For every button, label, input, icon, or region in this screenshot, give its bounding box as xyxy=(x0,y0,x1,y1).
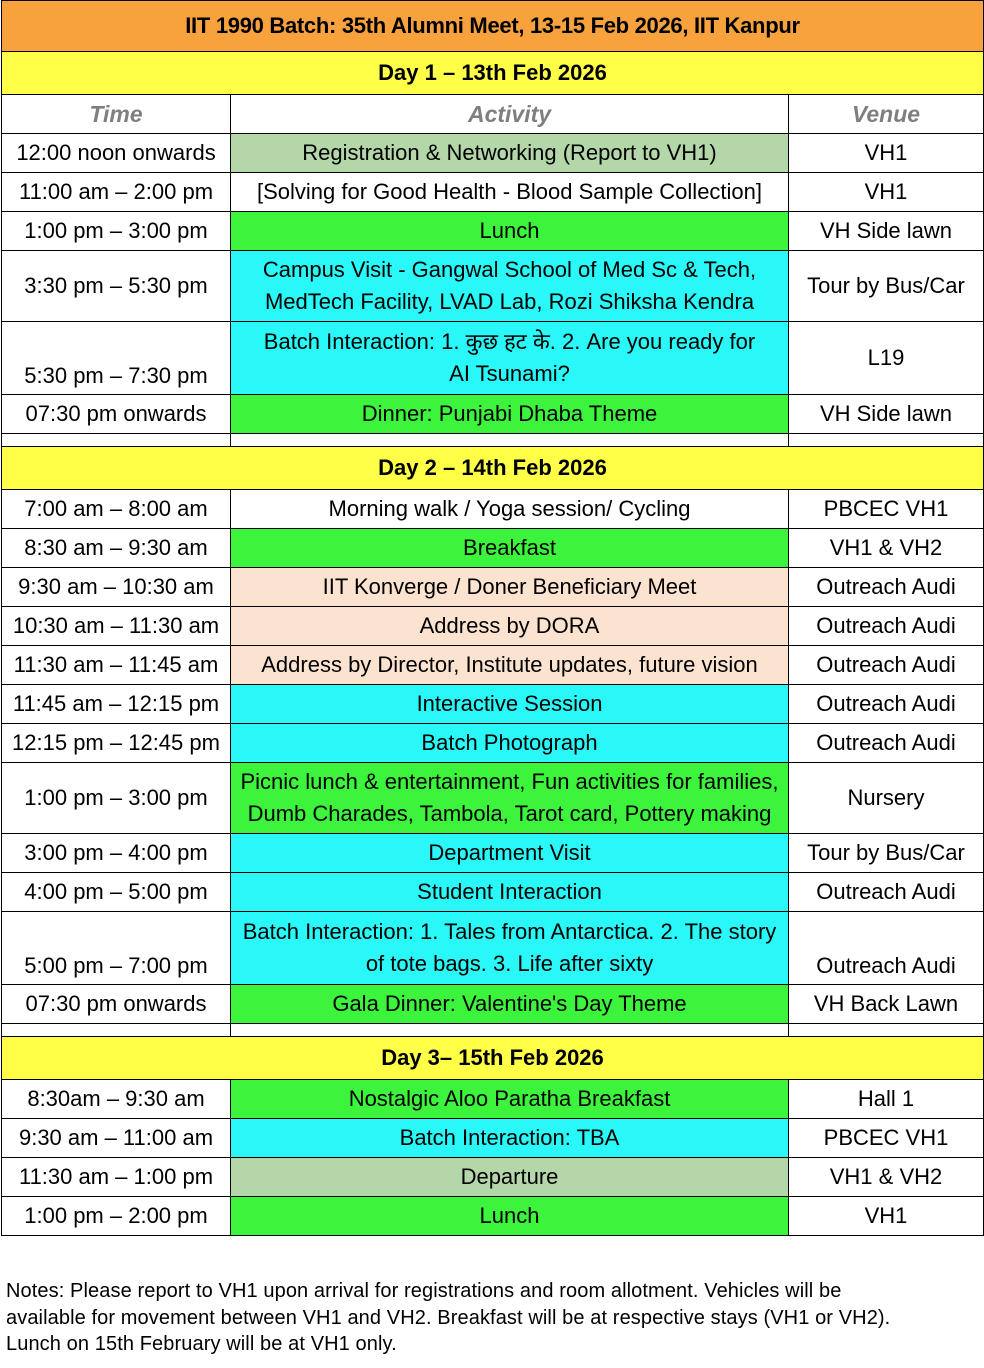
venue-cell: Tour by Bus/Car xyxy=(789,834,984,873)
time-cell: 8:30 am – 9:30 am xyxy=(2,529,231,568)
schedule-row xyxy=(2,1119,984,1158)
time-cell: 11:30 am – 1:00 pm xyxy=(2,1158,231,1197)
activity-cell xyxy=(231,490,789,529)
schedule-row xyxy=(2,1197,984,1236)
column-header-time: Time xyxy=(2,95,231,134)
page-title: IIT 1990 Batch: 35th Alumni Meet, 13-15 Feb 2026, IIT Kanpur xyxy=(2,1,984,52)
schedule-row xyxy=(2,490,984,529)
schedule-row xyxy=(2,724,984,763)
notes-line: Lunch on 15th February will be at VH1 only. xyxy=(6,1333,397,1355)
activity-text: Nostalgic Aloo Paratha Breakfast xyxy=(348,1086,671,1111)
time-cell: 4:00 pm – 5:00 pm xyxy=(2,873,231,912)
schedule-row xyxy=(2,1080,984,1119)
activity-text: Morning walk / Yoga session/ Cycling xyxy=(328,496,691,521)
venue-cell: Outreach Audi xyxy=(789,724,984,763)
activity-text: Dinner: Punjabi Dhaba Theme xyxy=(361,401,658,426)
venue-cell: Outreach Audi xyxy=(789,568,984,607)
venue-cell: PBCEC VH1 xyxy=(789,1119,984,1158)
activity-cell xyxy=(231,134,789,173)
venue-cell: VH1 xyxy=(789,134,984,173)
venue-cell: VH1 xyxy=(789,1197,984,1236)
time-cell: 12:15 pm – 12:45 pm xyxy=(2,724,231,763)
venue-cell: VH Side lawn xyxy=(789,395,984,434)
schedule-row xyxy=(2,529,984,568)
activity-text: Student Interaction xyxy=(417,879,602,904)
time-cell: 12:00 noon onwards xyxy=(2,134,231,173)
activity-cell xyxy=(231,395,789,434)
spacer-row xyxy=(2,434,984,447)
activity-text: Registration & Networking (Report to VH1) xyxy=(302,140,717,165)
activity-cell xyxy=(231,529,789,568)
venue-cell: VH Back Lawn xyxy=(789,985,984,1024)
activity-cell xyxy=(231,912,789,985)
schedule-row xyxy=(2,1158,984,1197)
activity-text: Gala Dinner: Valentine's Day Theme xyxy=(332,991,687,1016)
column-header-venue: Venue xyxy=(789,95,984,134)
venue-cell: VH Side lawn xyxy=(789,212,984,251)
activity-text: Department Visit xyxy=(428,840,591,865)
activity-cell xyxy=(231,173,789,212)
activity-cell xyxy=(231,646,789,685)
time-cell: 07:30 pm onwards xyxy=(2,985,231,1024)
activity-cell xyxy=(231,607,789,646)
activity-cell xyxy=(231,1158,789,1197)
day3-header: Day 3– 15th Feb 2026 xyxy=(2,1037,984,1080)
activity-text: MedTech Facility, LVAD Lab, Rozi Shiksha Kendra xyxy=(264,289,755,314)
notes-line: available for movement between VH1 and VH2. Breakfast will be at respective stays (VH1 or VH2). xyxy=(6,1306,891,1329)
activity-text: Batch Interaction: 1. Tales from Antarctica. 2. The story xyxy=(242,919,777,944)
activity-text: IIT Konverge / Doner Beneficiary Meet xyxy=(322,574,697,599)
activity-cell xyxy=(231,724,789,763)
activity-text: Batch Interaction: 1. कुछ हट के. 2. Are you ready for xyxy=(263,329,756,354)
schedule-row xyxy=(2,568,984,607)
activity-cell xyxy=(231,568,789,607)
venue-cell: VH1 & VH2 xyxy=(789,1158,984,1197)
venue-cell: Outreach Audi xyxy=(789,912,984,985)
activity-cell xyxy=(231,322,789,395)
activity-cell xyxy=(231,985,789,1024)
spacer-cell xyxy=(2,434,231,447)
time-cell: 07:30 pm onwards xyxy=(2,395,231,434)
venue-cell: Nursery xyxy=(789,763,984,834)
venue-cell: Hall 1 xyxy=(789,1080,984,1119)
schedule-row xyxy=(2,873,984,912)
activity-text: Departure xyxy=(460,1164,559,1189)
activity-text: Breakfast xyxy=(463,535,556,560)
activity-text: Interactive Session xyxy=(416,691,603,716)
time-cell: 1:00 pm – 2:00 pm xyxy=(2,1197,231,1236)
schedule-table xyxy=(1,0,984,1236)
activity-text: Address by DORA xyxy=(419,613,600,638)
time-cell: 3:30 pm – 5:30 pm xyxy=(2,251,231,322)
activity-text: Lunch xyxy=(479,218,540,243)
activity-cell xyxy=(231,763,789,834)
activity-text: Dumb Charades, Tambola, Tarot card, Pottery making xyxy=(247,801,772,826)
time-cell: 8:30am – 9:30 am xyxy=(2,1080,231,1119)
schedule-row xyxy=(2,322,984,395)
time-cell: 5:00 pm – 7:00 pm xyxy=(2,912,231,985)
spacer-cell xyxy=(789,434,984,447)
venue-cell: VH1 xyxy=(789,173,984,212)
venue-cell: Outreach Audi xyxy=(789,685,984,724)
activity-cell xyxy=(231,873,789,912)
schedule-row xyxy=(2,912,984,985)
activity-cell xyxy=(231,1197,789,1236)
venue-cell: Outreach Audi xyxy=(789,646,984,685)
activity-cell xyxy=(231,251,789,322)
activity-cell xyxy=(231,1119,789,1158)
activity-text: Batch Interaction: TBA xyxy=(399,1125,620,1150)
schedule-row xyxy=(2,173,984,212)
schedule-row xyxy=(2,212,984,251)
time-cell: 11:45 am – 12:15 pm xyxy=(2,685,231,724)
time-cell: 5:30 pm – 7:30 pm xyxy=(2,322,231,395)
time-cell: 9:30 am – 10:30 am xyxy=(2,568,231,607)
schedule-row xyxy=(2,763,984,834)
activity-text: Batch Photograph xyxy=(421,730,598,755)
venue-cell: VH1 & VH2 xyxy=(789,529,984,568)
day1-header-row xyxy=(2,52,984,95)
notes-line: Notes: Please report to VH1 upon arrival for registrations and room allotment. Vehicles will be xyxy=(6,1280,842,1302)
schedule-body xyxy=(2,1,984,1236)
activity-text: Address by Director, Institute updates, future vision xyxy=(261,652,758,677)
time-cell: 7:00 am – 8:00 am xyxy=(2,490,231,529)
time-cell: 10:30 am – 11:30 am xyxy=(2,607,231,646)
column-header-activity: Activity xyxy=(231,95,789,134)
notes-section xyxy=(6,1278,981,1358)
activity-text: [Solving for Good Health - Blood Sample Collection] xyxy=(256,179,763,204)
schedule-row xyxy=(2,134,984,173)
venue-cell: Outreach Audi xyxy=(789,873,984,912)
venue-cell: Outreach Audi xyxy=(789,607,984,646)
day2-header: Day 2 – 14th Feb 2026 xyxy=(2,447,984,490)
activity-text: AI Tsunami? xyxy=(449,361,570,386)
activity-text: Picnic lunch & entertainment, Fun activities for families, xyxy=(240,769,779,794)
day3-header-row xyxy=(2,1037,984,1080)
venue-cell: PBCEC VH1 xyxy=(789,490,984,529)
schedule-row xyxy=(2,646,984,685)
activity-cell xyxy=(231,212,789,251)
schedule-row xyxy=(2,251,984,322)
schedule-row xyxy=(2,607,984,646)
time-cell: 1:00 pm – 3:00 pm xyxy=(2,763,231,834)
activity-text: Campus Visit - Gangwal School of Med Sc & Tech, xyxy=(262,257,757,282)
time-cell: 1:00 pm – 3:00 pm xyxy=(2,212,231,251)
spacer-row xyxy=(2,1024,984,1037)
schedule-row xyxy=(2,985,984,1024)
schedule-row xyxy=(2,685,984,724)
schedule-row xyxy=(2,834,984,873)
day1-header: Day 1 – 13th Feb 2026 xyxy=(2,52,984,95)
time-cell: 3:00 pm – 4:00 pm xyxy=(2,834,231,873)
time-cell: 11:30 am – 11:45 am xyxy=(2,646,231,685)
activity-cell xyxy=(231,1080,789,1119)
activity-text: of tote bags. 3. Life after sixty xyxy=(365,951,654,976)
time-cell: 9:30 am – 11:00 am xyxy=(2,1119,231,1158)
spacer-cell xyxy=(789,1024,984,1037)
venue-cell: Tour by Bus/Car xyxy=(789,251,984,322)
column-header-row xyxy=(2,95,984,134)
activity-text: Lunch xyxy=(479,1203,540,1228)
schedule-row xyxy=(2,395,984,434)
spacer-cell xyxy=(231,1024,789,1037)
spacer-cell xyxy=(231,434,789,447)
spacer-cell xyxy=(2,1024,231,1037)
day2-header-row xyxy=(2,447,984,490)
activity-cell xyxy=(231,685,789,724)
time-cell: 11:00 am – 2:00 pm xyxy=(2,173,231,212)
activity-cell xyxy=(231,834,789,873)
venue-cell: L19 xyxy=(789,322,984,395)
